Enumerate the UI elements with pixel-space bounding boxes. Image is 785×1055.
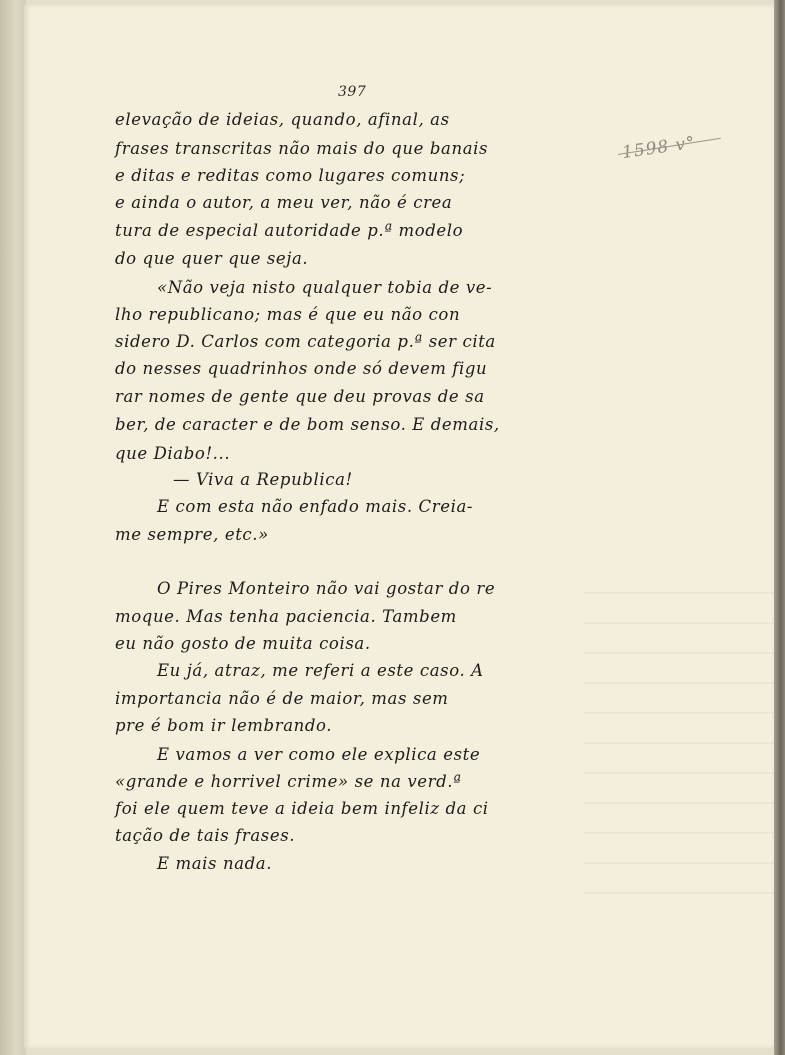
text-line: que Diabo!... <box>115 444 231 463</box>
text-line: Eu já, atraz, me referi a este caso. A <box>157 661 484 680</box>
text-line: tura de especial autoridade p.ª modelo <box>115 221 464 240</box>
text-line: do nesses quadrinhos onde só devem figu <box>115 359 488 378</box>
page-fore-edge <box>774 0 785 1055</box>
text-line: do que quer que seja. <box>115 249 309 268</box>
text-line: elevação de ideias, quando, afinal, as <box>115 110 450 129</box>
text-line: foi ele quem teve a ideia bem infeliz da ci <box>115 799 489 818</box>
text-line: pre é bom ir lembrando. <box>115 716 333 735</box>
text-line: «Não veja nisto qualquer tobia de ve- <box>157 278 493 297</box>
text-line: E vamos a ver como ele explica este <box>157 745 481 764</box>
text-line: E com esta não enfado mais. Creia- <box>157 497 474 516</box>
text-line: ber, de caracter e de bom senso. E demais, <box>115 415 500 434</box>
text-line: moque. Mas tenha paciencia. Tambem <box>115 607 457 626</box>
show-through <box>584 564 774 894</box>
book-binding <box>0 0 26 1055</box>
text-line: rar nomes de gente que deu provas de sa <box>115 387 485 406</box>
text-line: importancia não é de maior, mas sem <box>115 689 449 708</box>
text-line: sidero D. Carlos com categoria p.ª ser cita <box>115 332 496 351</box>
page-number: 397 <box>338 84 367 100</box>
text-line: — Viva a Republica! <box>173 470 353 489</box>
text-line: tação de tais frases. <box>115 826 296 845</box>
text-line: «grande e horrivel crime» se na verd.ª <box>115 772 462 791</box>
text-line: eu não gosto de muita coisa. <box>115 634 371 653</box>
text-line: lho republicano; mas é que eu não con <box>115 305 461 324</box>
margin-note: 1598 v° <box>620 132 697 164</box>
text-line: O Pires Monteiro não vai gostar do re <box>157 579 496 598</box>
text-line: frases transcritas não mais do que banais <box>115 139 489 158</box>
text-line: e ainda o autor, a meu ver, não é crea <box>115 193 453 212</box>
text-line: e ditas e reditas como lugares comuns; <box>115 166 466 185</box>
text-line: E mais nada. <box>157 854 273 873</box>
text-line: me sempre, etc.» <box>115 525 269 544</box>
